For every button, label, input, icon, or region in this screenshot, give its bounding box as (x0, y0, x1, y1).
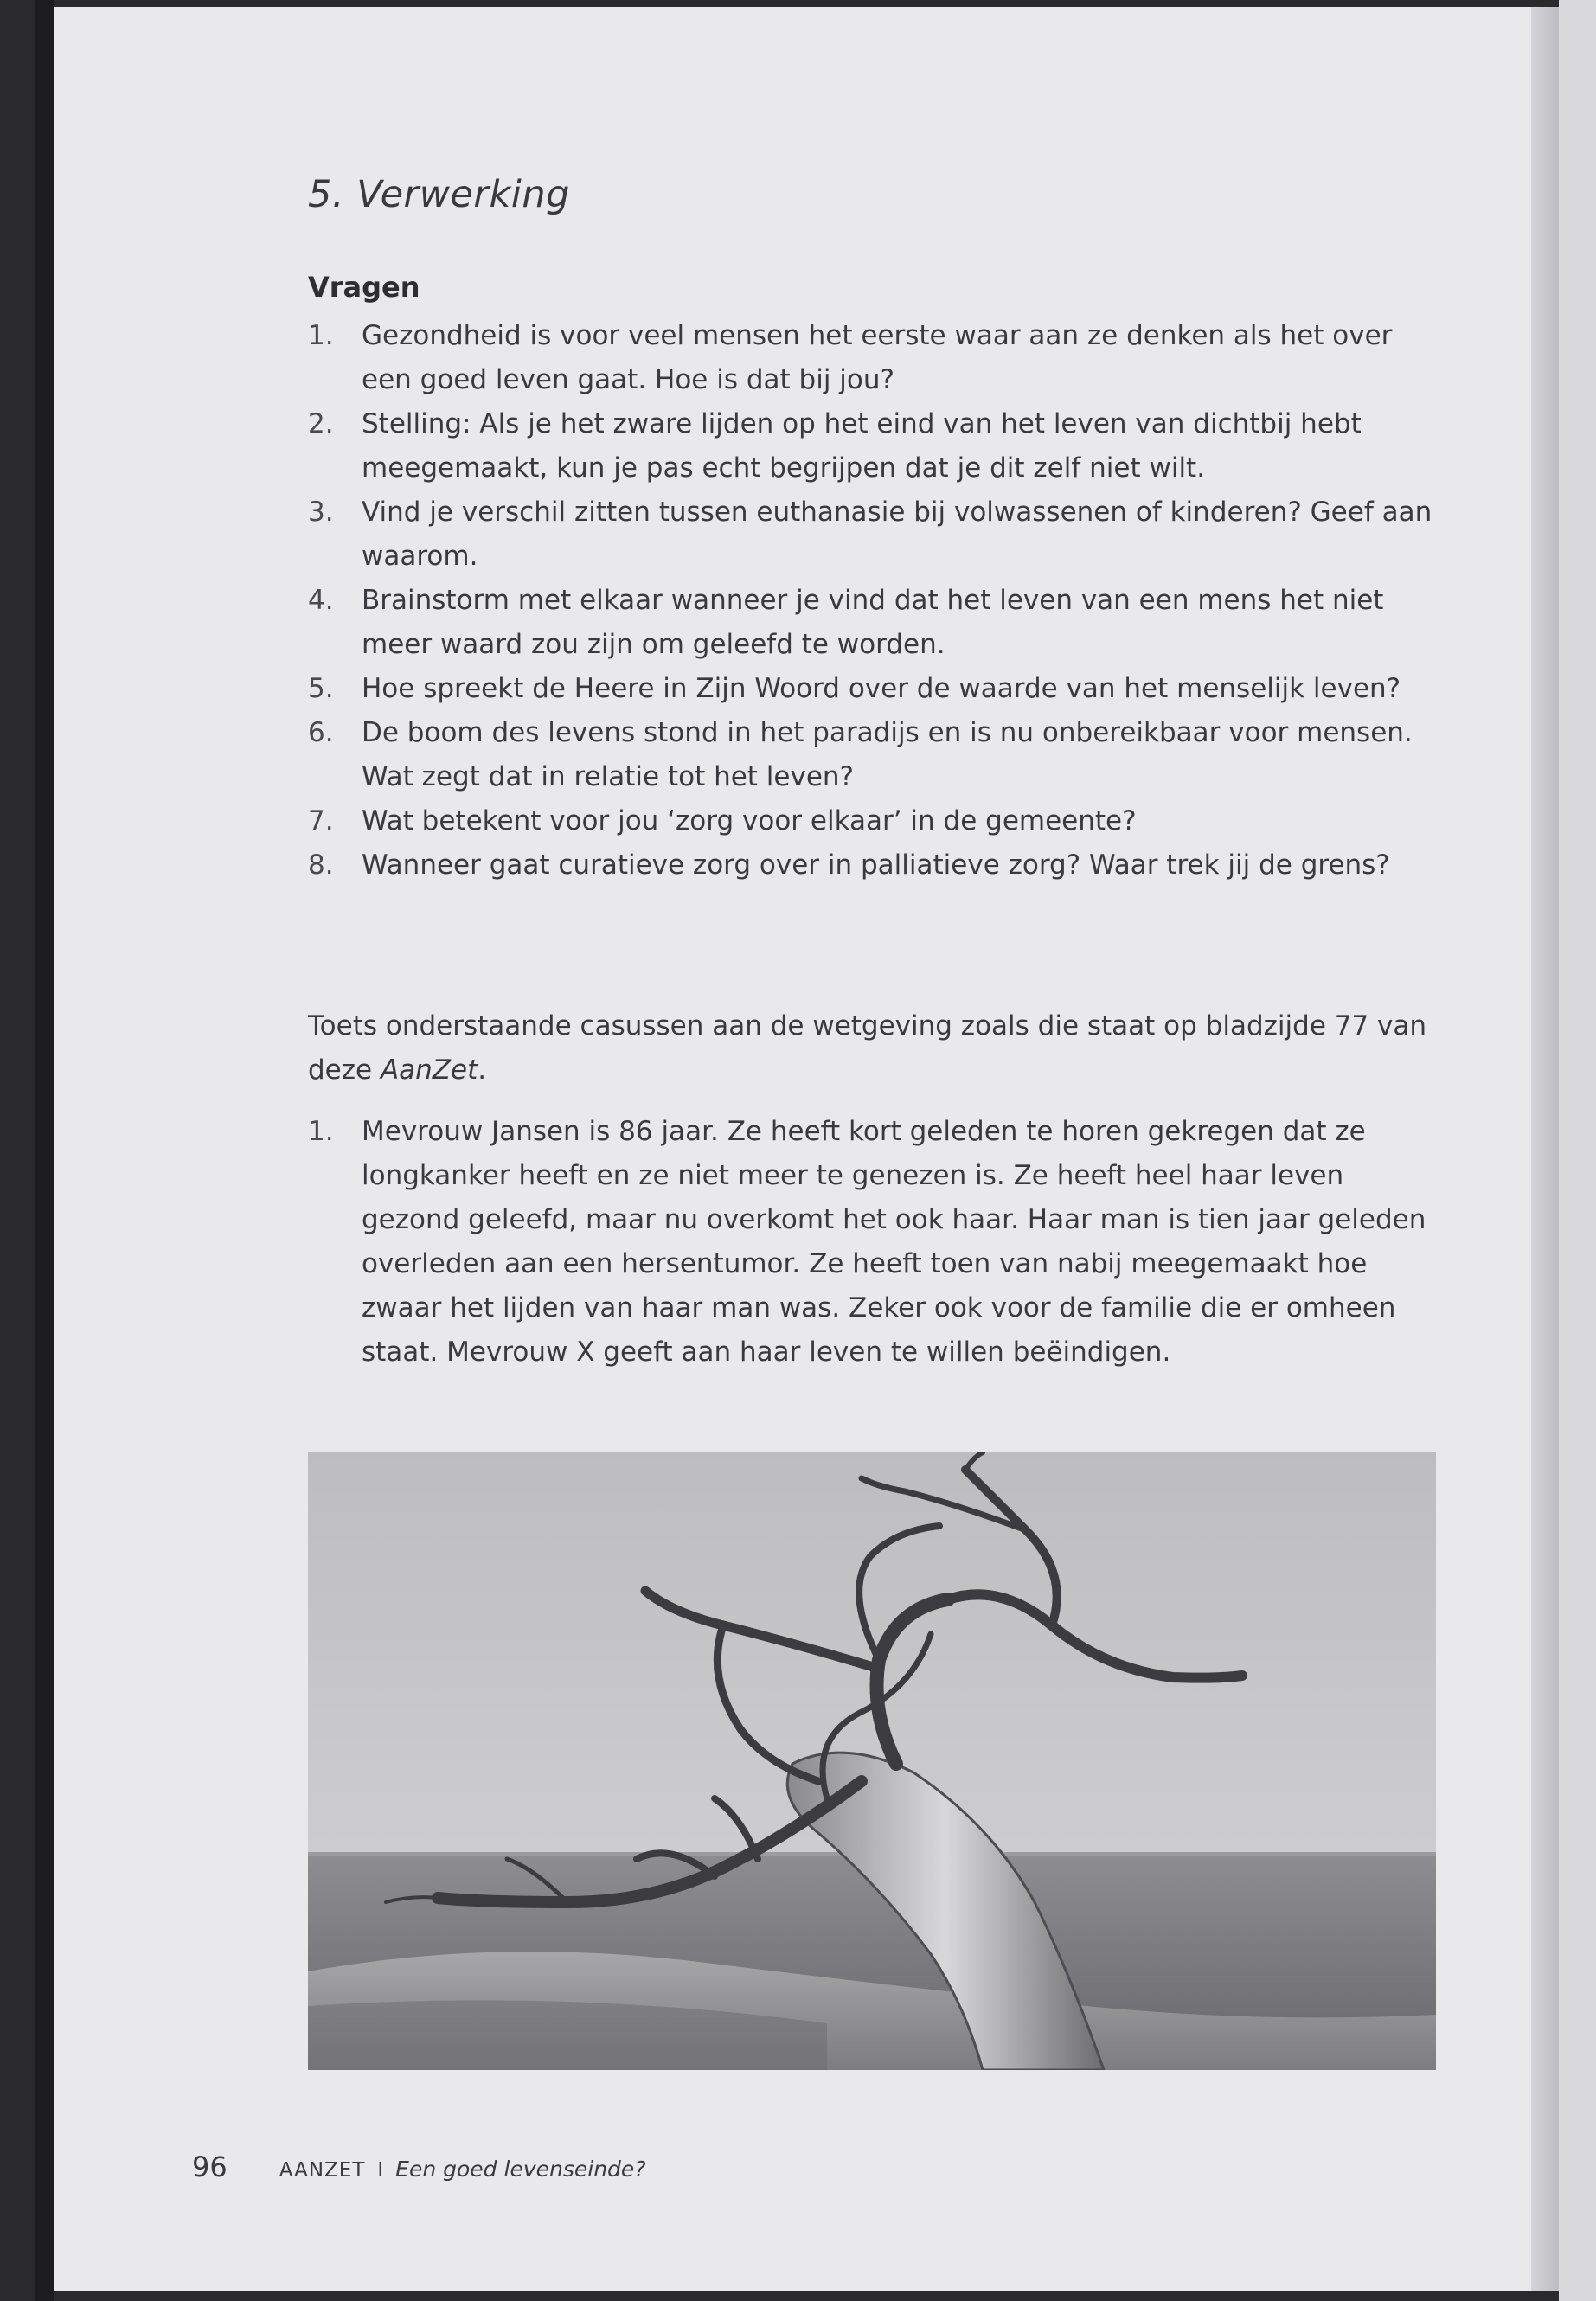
tree-photo-illustration (308, 1452, 1436, 2070)
question-number: 5. (308, 673, 334, 704)
question-item (308, 711, 1437, 799)
intro-end: . (478, 1054, 487, 1086)
section-title: 5. Verwerking (308, 173, 570, 216)
question-item (308, 843, 1437, 888)
magazine-name-emphasis: AanZet (380, 1054, 478, 1086)
question-item (308, 799, 1437, 843)
question-text: Vind je verschil zitten tussen euthanasie bij volwassenen of kinderen? Geef aan waarom. (362, 497, 1433, 572)
question-item (308, 314, 1437, 402)
footer-separator: I (377, 2159, 384, 2182)
question-text: Wanneer gaat curatieve zorg over in palliatieve zorg? Waar trek jij de grens? (362, 849, 1390, 881)
question-text: De boom des levens stond in het paradijs en is nu onbereikbaar voor mensen. Wat zegt dat in relatie tot het leven? (362, 717, 1413, 792)
question-number: 7. (308, 805, 334, 836)
question-number: 4. (308, 585, 334, 616)
case-number: 1. (308, 1116, 334, 1147)
question-text: Stelling: Als je het zware lijden op het eind van het leven van dichtbij hebt meegemaakt, kun je pas echt begrijpen dat je dit zelf niet wilt. (362, 408, 1362, 484)
question-item (308, 490, 1437, 579)
questions-heading: Vragen (308, 271, 420, 304)
case-item (308, 1110, 1437, 1375)
question-text: Hoe spreekt de Heere in Zijn Woord over de waarde van het menselijk leven? (362, 673, 1401, 704)
questions-list (308, 314, 1437, 888)
page-footer (192, 2150, 646, 2183)
question-number: 2. (308, 408, 334, 439)
backdrop (1559, 0, 1596, 2301)
case-intro-paragraph (308, 1004, 1437, 1093)
question-text: Gezondheid is voor veel mensen het eerste waar aan ze denken als het over een goed leven gaat. Hoe is dat bij jou? (362, 320, 1393, 395)
magazine-name: AANZET (279, 2159, 366, 2182)
question-number: 3. (308, 497, 334, 528)
book-spine (35, 0, 54, 2301)
page-edge (1531, 7, 1559, 2291)
question-number: 6. (308, 717, 334, 748)
question-number: 8. (308, 849, 334, 881)
case-text: Mevrouw Jansen is 86 jaar. Ze heeft kort geleden te horen gekregen dat ze longkanker heeft en ze niet meer te genezen is. Ze heeft heel haar leven gezond geleefd, maar nu overkomt het ook haar. Haar man is tien jaar geleden overleden aan een hersentumor. Ze heeft toen van nabij meegemaakt hoe zwaar het lijden van haar man was. Zeker ook voor de familie die er omheen staat. Mevrouw X geeft aan haar leven te willen beëindigen. (362, 1116, 1426, 1368)
question-text: Brainstorm met elkaar wanneer je vind dat het leven van een mens het niet meer waard zou zijn om geleefd te worden. (362, 585, 1384, 660)
page-number: 96 (192, 2150, 228, 2183)
question-text: Wat betekent voor jou ‘zorg voor elkaar’ in de gemeente? (362, 805, 1137, 836)
question-item (308, 667, 1437, 711)
question-item (308, 402, 1437, 490)
issue-title: Een goed levenseinde? (395, 2157, 646, 2182)
question-number: 1. (308, 320, 334, 351)
question-item (308, 579, 1437, 667)
intro-text: Toets onderstaande casussen aan de wetgeving zoals die staat op bladzijde 77 van deze (308, 1010, 1427, 1086)
photo-dead-tree-at-sea (308, 1452, 1436, 2070)
